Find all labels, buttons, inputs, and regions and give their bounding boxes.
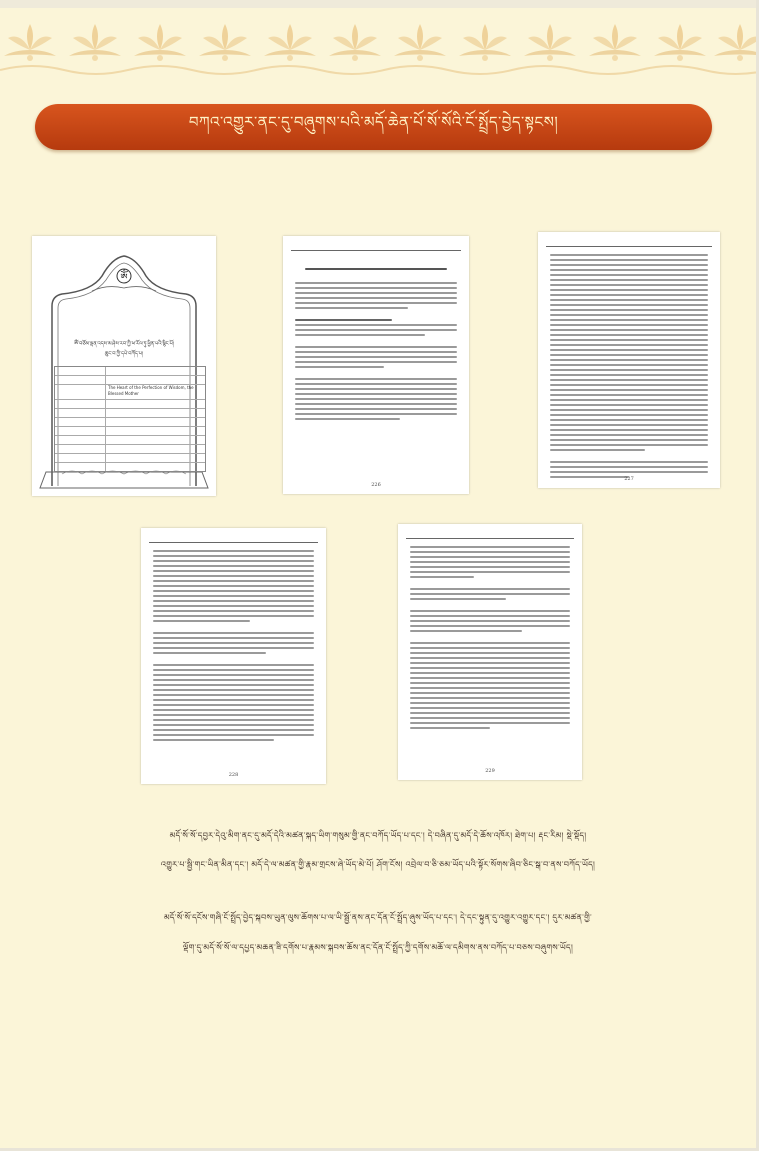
sample-page-229 xyxy=(398,524,582,780)
page-header-rule xyxy=(406,538,574,539)
cover-heading-line1: ༀ་བཅོམ་ལྡན་འདས་མ་ཤེས་རབ་ཀྱི་ཕ་རོལ་ཏུ་ཕྱིན་པའི་སྙིང་པོ། xyxy=(74,341,174,347)
top-border xyxy=(0,0,756,8)
caption-para2-line1: མདོ་སོ་སོ་དངོས་གཞི་ངོ་སྤྲོད་བྱེད་སྐབས་ཡུན་ལུས་ཆོགས་པ་ལ་ཡི་སྦྱོ་ནས་ནང་དོན་ངོ་སྤྲོད་ཞུས་ཡོད་པ་དང་། དེ་དང་སྟུན་དུ་འགྱུར་འགྱུར་དང་། དུར་མཚན་གྱི་ xyxy=(163,913,593,922)
svg-text:ༀ: ༀ xyxy=(120,273,128,283)
banner-title: བཀའ་འགྱུར་ནང་དུ་བཞུགས་པའི་མདོ་ཆེན་པོ་སོ་སོའི་ངོ་སྤྲོད་བྱེད་སྟངས། xyxy=(188,113,559,131)
text-block xyxy=(295,268,457,423)
lotus-ornament-border xyxy=(0,8,756,78)
cover-info-table xyxy=(54,366,206,472)
title-banner xyxy=(35,104,712,150)
sample-page-cover xyxy=(32,236,216,496)
page-header-rule xyxy=(149,542,318,543)
page-number: 229 xyxy=(485,768,495,774)
text-block xyxy=(153,550,314,744)
page-number: 226 xyxy=(371,482,381,488)
sample-page-226 xyxy=(283,236,469,494)
caption-para2-line2: ལྡོག་དུ་མདོ་སོ་སོ་ལ་དཔྱད་མཆན་ཟི་དགོས་པ་རྣམས་སྐབས་ཆོས་ནང་དོན་ངོ་སྤྲོད་ཀྱི་དགོས་མཆོ་ལ་དམིགས་ནས་བཀོད་པ་བཅས་བཞུགས་ཡོད། xyxy=(182,943,574,952)
page-header-rule xyxy=(291,250,461,251)
sample-page-228 xyxy=(141,528,326,784)
page-header-rule xyxy=(546,246,712,247)
caption-para1-line1: མདོ་སོ་སོ་དབྱར་དེའུ་མིག་ནང་དུ་མདོ་དེའི་མཚན་སྐད་ཡིག་གསུམ་གྱི་ནང་བཀོད་ཡོད་པ་དང་། དེ་བཞིན་དུ་མདོ་དེ་ཆོས་འཁོར། ཐེག་པ། རྡང་རིམ། སྡེ་སྡོད། xyxy=(169,831,587,840)
caption-para1-line2: འགྱུར་པ་སྦྱི་གང་ཡིན་མིན་དང་། མདོ་དེ་ལ་མཚན་གྱི་རྣམ་གྲངས་ཞེ་ཡོད་མེ་པོ། ཤོག་ངོས། འབྲེལ་བ་ཅི་ཅམ་ཡོད་པའི་སྟོར་སོགས་ཞིབ་ཅིང་སྒ་བ་ནས་བཀོད་ཡོད། xyxy=(160,860,596,869)
page-number: 227 xyxy=(624,476,634,482)
sample-page-227 xyxy=(538,232,720,488)
text-block xyxy=(550,254,708,481)
text-block xyxy=(410,546,570,732)
cover-table-english: The Heart of the Perfection of Wisdom, the Blessed Mother xyxy=(108,385,194,396)
cover-heading-line2: ཆུང་བ་ཀྱི་དཔེ་བཀོད་པ། xyxy=(104,351,144,357)
page-number: 228 xyxy=(228,772,239,778)
